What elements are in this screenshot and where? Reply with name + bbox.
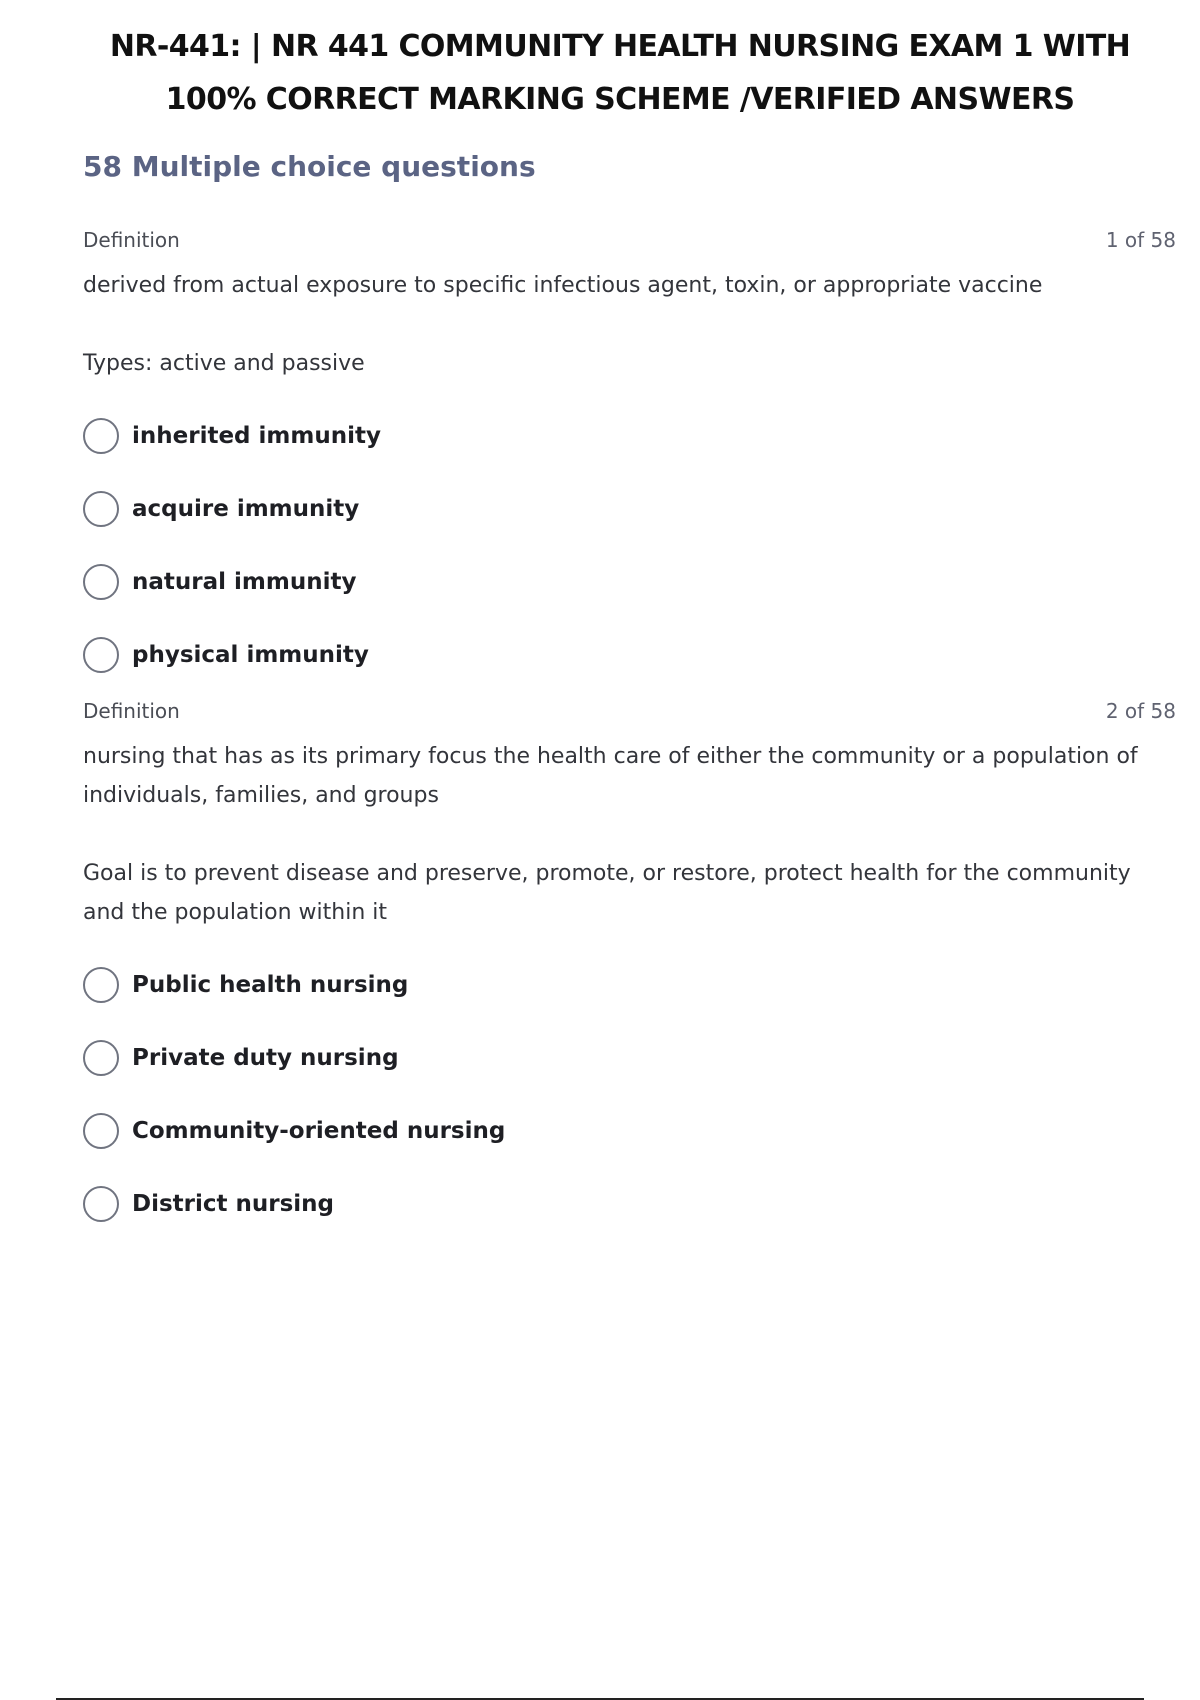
- question-counter: 2 of 58: [1105, 699, 1176, 723]
- question-meta: [83, 228, 1176, 256]
- answer-option-label: physical immunity: [132, 641, 369, 668]
- question-meta: [83, 699, 1176, 727]
- answer-option[interactable]: [83, 618, 1176, 691]
- answer-option-label: District nursing: [132, 1190, 335, 1217]
- question-text: nursing that has as its primary focus the health care of either the community or a population of individuals, families, and groups Goal is to prevent disease and preserve, promote, or restore, protect health for the community and the population within it: [83, 744, 1138, 925]
- answer-option[interactable]: [83, 545, 1176, 618]
- answer-option-label: Private duty nursing: [132, 1044, 399, 1071]
- answer-option-label: Community-oriented nursing: [132, 1117, 506, 1144]
- answer-option[interactable]: [83, 1167, 1176, 1240]
- answer-option[interactable]: [83, 1021, 1176, 1094]
- document-title: NR-441: | NR 441 COMMUNITY HEALTH NURSING EXAM 1 WITH 100% CORRECT MARKING SCHEME /VERIFIED ANSWERS: [109, 29, 1131, 117]
- answer-options: [83, 399, 1176, 691]
- question-counter: 1 of 58: [1105, 228, 1176, 252]
- radio-button[interactable]: [83, 418, 119, 454]
- question-type-label: Definition: [83, 699, 180, 723]
- answer-option-label: Public health nursing: [132, 971, 409, 998]
- radio-button[interactable]: [83, 637, 119, 673]
- answer-option[interactable]: [83, 399, 1176, 472]
- answer-option-label: acquire immunity: [132, 495, 360, 522]
- radio-button[interactable]: [83, 1040, 119, 1076]
- answer-options: [83, 948, 1176, 1240]
- radio-button[interactable]: [83, 1113, 119, 1149]
- radio-button[interactable]: [83, 491, 119, 527]
- question-card-1: [83, 228, 1176, 691]
- question-card-2: [83, 699, 1176, 1240]
- radio-button[interactable]: [83, 1186, 119, 1222]
- radio-button[interactable]: [83, 564, 119, 600]
- answer-option-label: natural immunity: [132, 568, 357, 595]
- section-heading: 58 Multiple choice questions: [83, 150, 536, 183]
- question-text: derived from actual exposure to specific infectious agent, toxin, or appropriate vaccine Types: active and passive: [83, 273, 1043, 376]
- answer-option[interactable]: [83, 1094, 1176, 1167]
- answer-option-label: inherited immunity: [132, 422, 381, 449]
- answer-option[interactable]: [83, 472, 1176, 545]
- question-type-label: Definition: [83, 228, 180, 252]
- answer-option[interactable]: [83, 948, 1176, 1021]
- radio-button[interactable]: [83, 967, 119, 1003]
